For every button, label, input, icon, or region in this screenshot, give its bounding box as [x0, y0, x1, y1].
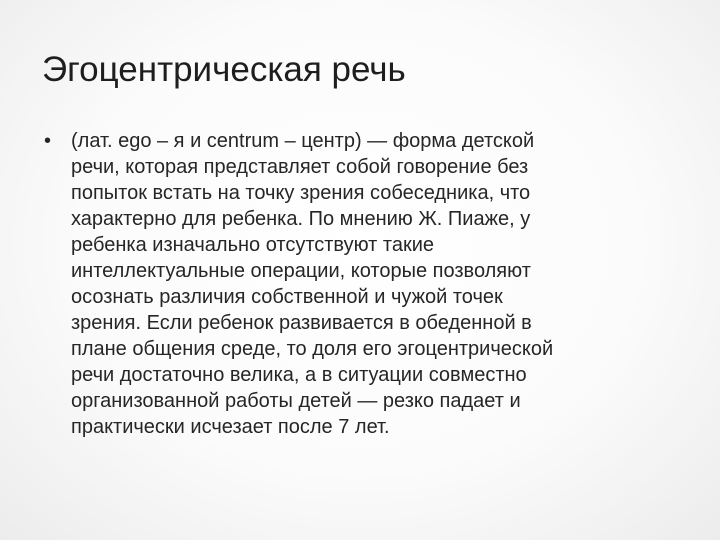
bullet-text-line: речи достаточно велика, а в ситуации совместно — [71, 364, 527, 386]
bullet-text-line: ребенка изначально отсутствуют такие — [71, 234, 434, 256]
bullet-text-line: речи, которая представляет собой говорение без — [71, 156, 529, 178]
bullet-text-line: характерно для ребенка. По мнению Ж. Пиаже, у — [71, 208, 531, 230]
bullet-text — [71, 128, 674, 440]
bullet-text-line: организованной работы детей — резко падает и — [71, 390, 521, 412]
bullet-list — [44, 128, 674, 440]
bullet-text-line: зрения. Если ребенок развивается в обеденной в — [71, 312, 532, 334]
bullet-text-line: попыток встать на точку зрения собеседника, что — [71, 182, 531, 204]
bullet-text-line: осознать различия собственной и чужой точек — [71, 286, 503, 308]
bullet-text-line: практически исчезает после 7 лет. — [71, 416, 390, 438]
bullet-text-line: интеллектуальные операции, которые позволяют — [71, 260, 531, 282]
bullet-point-icon: • — [44, 130, 52, 152]
bullet-item — [44, 128, 674, 440]
bullet-text-line: плане общения среде, то доля его эгоцентрической — [71, 338, 554, 360]
slide-title: Эгоцентрическая речь — [42, 50, 406, 89]
bullet-text-line: (лат. ego – я и centrum – центр) — форма детской — [71, 130, 535, 152]
